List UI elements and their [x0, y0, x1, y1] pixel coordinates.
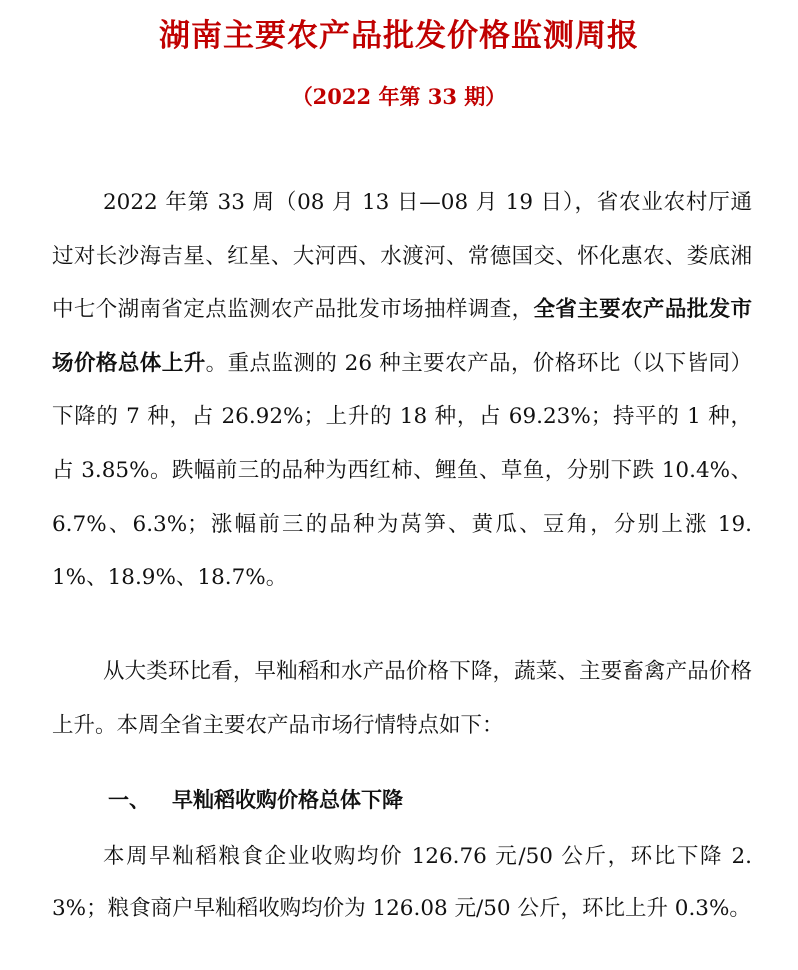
intro-lead: 2022 年第 33 周（08 月 13 日—08 月 19 日），省农业农村厅通过对长沙海吉星、红星、大河西、水渡河、常德国交、怀化惠农、娄底湘中七个湖南省定点监测农产品批发市场抽样调查， [52, 190, 752, 323]
section-number: 一、 [108, 787, 150, 812]
intro-rest: 。重点监测的 26 种主要农产品，价格环比（以下皆同）下降的 7 种，占 26.92%；上升的 18 种，占 69.23%；持平的 1 种，占 3.85%。跌幅前三的品种为西红柿、鲤鱼、草鱼，分别下跌 10.4%、6.7%、6.3%；涨幅前三的品种为莴笋、黄瓜、豆角，分别上涨 19.1%、18.9%、18.7%。 [52, 350, 752, 591]
issue-number: （2022 年第 33 期） [291, 84, 507, 109]
intro-highlight: 全省主要农产品批发市场价格总体上升 [52, 297, 752, 376]
section-body-paragraph: 本周早籼稻粮食企业收购均价 126.76 元/50 公斤，环比下降 2.3%；粮食商户早籼稻收购均价为 126.08 元/50 公斤，环比上升 0.3%。 [52, 844, 752, 921]
intro-paragraph [52, 176, 752, 605]
report-title: 湖南主要农产品批发价格监测周报 [159, 18, 639, 54]
category-summary-paragraph: 从大类环比看，早籼稻和水产品价格下降，蔬菜、主要畜禽产品价格上升。本周全省主要农产品市场行情特点如下： [52, 659, 752, 738]
section-title: 早籼稻收购价格总体下降 [172, 787, 403, 812]
section-heading [108, 783, 403, 817]
